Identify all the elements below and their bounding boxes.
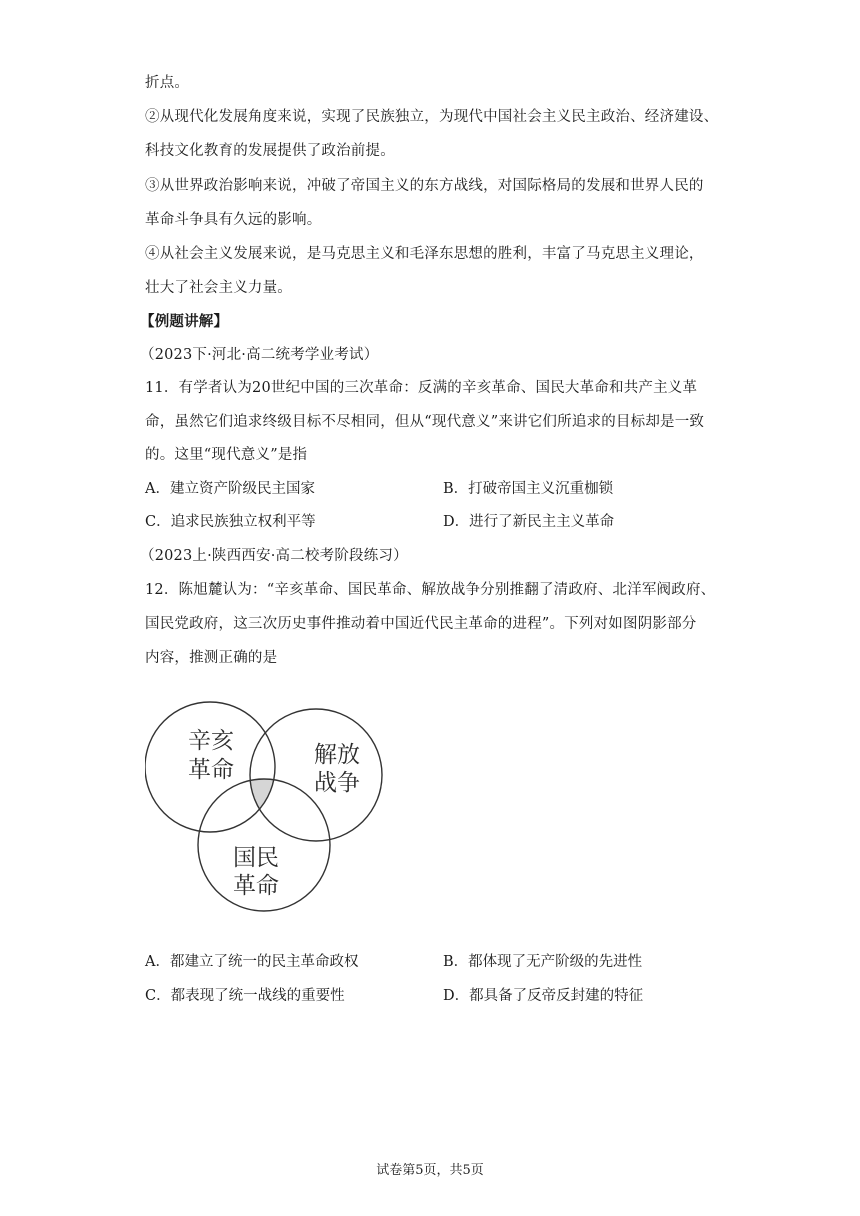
content-line: 革命斗争具有久远的影响。 bbox=[145, 212, 322, 228]
q11-option-d: D．进行了新民主主义革命 bbox=[443, 514, 615, 530]
q11-option-c: C．追求民族独立权利平等 bbox=[145, 514, 316, 530]
q11-option-a: A．建立资产阶级民主国家 bbox=[145, 481, 315, 497]
page-footer: 试卷第5页，共5页 bbox=[376, 1163, 484, 1178]
content-line: ③从世界政治影响来说，冲破了帝国主义的东方战线，对国际格局的发展和世界人民的 bbox=[145, 178, 704, 194]
q12-source: （2023上·陕西西安·高二校考阶段练习） bbox=[140, 548, 408, 564]
content-line: 科技文化教育的发展提供了政治前提。 bbox=[145, 143, 395, 159]
q12-option-a: A．都建立了统一的民主革命政权 bbox=[145, 954, 359, 970]
q12-stem-line: 12．陈旭麓认为：“辛亥革命、国民革命、解放战争分别推翻了清政府、北洋军阀政府、 bbox=[145, 582, 716, 598]
circle2-label-line1: 解放 bbox=[314, 742, 360, 768]
content-line: 壮大了社会主义力量。 bbox=[145, 280, 292, 296]
q11-stem-line: 命，虽然它们追求终级目标不尽相同，但从“现代意义”来讲它们所追求的目标却是一致 bbox=[145, 414, 705, 430]
q12-stem-line: 国民党政府，这三次历史事件推动着中国近代民主革命的进程”。下列对如图阴影部分 bbox=[145, 616, 697, 632]
q11-source: （2023下·河北·高二统考学业考试） bbox=[140, 347, 379, 363]
circle2-label-line2: 战争 bbox=[314, 770, 360, 796]
content-line: 折点。 bbox=[145, 75, 190, 91]
content-line: ②从现代化发展角度来说，实现了民族独立，为现代中国社会主义民主政治、经济建设、 bbox=[145, 109, 719, 125]
circle1-label-line2: 革命 bbox=[188, 757, 234, 783]
q12-stem-line: 内容，推测正确的是 bbox=[145, 650, 278, 666]
q12-option-c: C．都表现了统一战线的重要性 bbox=[145, 988, 345, 1004]
q12-option-d: D．都具备了反帝反封建的特征 bbox=[443, 988, 644, 1004]
section-heading: 【例题讲解】 bbox=[140, 313, 229, 330]
q12-option-b: B．都体现了无产阶级的先进性 bbox=[443, 954, 643, 970]
content-line: ④从社会主义发展来说，是马克思主义和毛泽东思想的胜利，丰富了马克思主义理论， bbox=[145, 246, 704, 262]
q11-option-b: B．打破帝国主义沉重枷锁 bbox=[443, 481, 614, 497]
circle3-label-line2: 革命 bbox=[233, 873, 279, 899]
q11-stem-line: 11．有学者认为20世纪中国的三次革命：反满的辛亥革命、国民大革命和共产主义革 bbox=[145, 380, 698, 396]
circle3-label-line1: 国民 bbox=[233, 845, 279, 871]
venn-diagram bbox=[145, 695, 405, 920]
circle1-label-line1: 辛亥 bbox=[188, 728, 234, 754]
q11-stem-line: 的。这里“现代意义”是指 bbox=[145, 447, 308, 463]
